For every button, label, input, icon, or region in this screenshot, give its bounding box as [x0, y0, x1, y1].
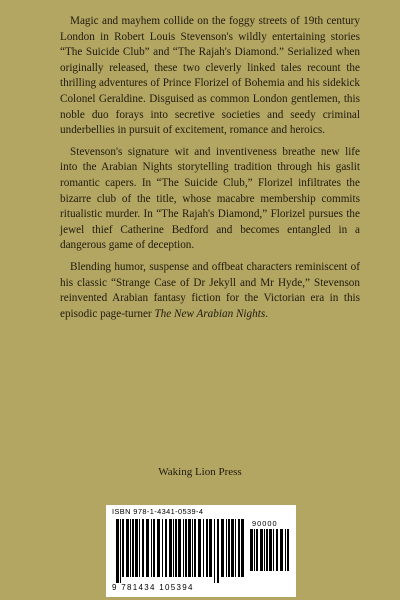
- barcode-bar: [241, 519, 244, 577]
- barcode-bar: [116, 519, 119, 583]
- barcode-bar: [126, 519, 129, 577]
- barcode-bar: [139, 519, 140, 577]
- isbn-barcode: [106, 505, 296, 597]
- barcode-bar: [165, 519, 167, 577]
- barcode-bar: [269, 529, 272, 571]
- barcode-bar: [120, 519, 121, 583]
- barcode-bar: [273, 529, 274, 571]
- barcode-bar: [130, 519, 131, 577]
- barcode-bar: [209, 519, 212, 577]
- barcode-bar: [198, 519, 201, 577]
- barcode-bar: [194, 519, 196, 577]
- barcode-bar: [287, 529, 289, 571]
- barcode-bar: [142, 519, 144, 577]
- barcode-bar: [132, 519, 134, 577]
- barcode-bar: [206, 519, 208, 577]
- barcode-bar: [188, 519, 191, 577]
- barcode-bar: [185, 519, 187, 577]
- blurb-paragraph-2: Stevenson's signature wit and inventiveness breathe new life into the Arabian Nights storytelling tradition through his gaslit romantic capers. In “The Suicide Club,” Florizel infiltrates the bizarre club of the title, whose macabre membership commits ritualistic murder. In “The Rajah's Diamond,” Florizel pursues the jewel thief Catherine Bedford and becomes entangled in a dangerous game of deception.: [60, 145, 360, 252]
- barcode-bar: [192, 519, 193, 577]
- barcode-bar: [221, 519, 224, 577]
- ean-digits: 9 781434 105394: [112, 583, 194, 592]
- barcode-bar: [157, 519, 160, 577]
- barcode-bar: [226, 519, 227, 577]
- barcode-bar: [173, 519, 174, 577]
- barcode-bar: [250, 529, 253, 571]
- barcode-bar: [285, 529, 286, 571]
- barcode-bar: [214, 519, 215, 583]
- ean-barcode-bars: [116, 519, 246, 583]
- barcode-bar: [264, 529, 265, 571]
- barcode-bar: [135, 519, 138, 577]
- barcode-bar: [153, 519, 155, 577]
- barcode-bar: [238, 519, 240, 577]
- addon-digits: 90000: [252, 519, 278, 528]
- addon-barcode-bars: [250, 529, 290, 583]
- barcode-bar: [231, 519, 234, 577]
- barcode-bar: [235, 519, 236, 577]
- book-title-italic: The New Arabian Nights: [154, 307, 266, 320]
- barcode-bar: [146, 519, 149, 577]
- barcode-bar: [122, 519, 124, 577]
- barcode-bar: [280, 529, 283, 571]
- publisher-name: Waking Lion Press: [158, 466, 242, 478]
- barcode-bar: [162, 519, 163, 577]
- barcode-bar: [276, 529, 278, 571]
- barcode-bar: [183, 519, 184, 577]
- barcode-bar: [228, 519, 230, 577]
- barcode-bar: [217, 519, 219, 583]
- barcode-bar: [260, 529, 263, 571]
- blurb-paragraph-3-text: Blending humor, suspense and offbeat characters reminiscent of his classic “Strange Case of Dr Jekyll and Mr Hyde,” Stevenson reinvented Arabian fantasy fiction for the Victorian era in this episodic page-turner: [60, 260, 360, 320]
- blurb-paragraph-1: Magic and mayhem collide on the foggy streets of 19th century London in Robert Louis Stevenson's wildly entertaining stories “The Suicide Club” and “The Rajah's Diamond.” Serialized when originally released, these two cleverly linked tales recount the thrilling adventures of Prince Florizel of Bohemia and his sidekick Colonel Geraldine. Disguised as common London gentlemen, this noble duo forays into secretive societies and seedy criminal underbellies in pursuit of excitement, romance and heroics.: [60, 15, 360, 137]
- barcode-bar: [151, 519, 152, 577]
- isbn-label: ISBN 978-1-4341-0539-4: [112, 507, 204, 516]
- barcode-bar: [254, 529, 255, 571]
- blurb-paragraph-3-end: .: [265, 307, 268, 320]
- barcode-bar: [169, 519, 172, 577]
- barcode-bar: [256, 529, 258, 571]
- blurb-paragraph-3: [60, 260, 360, 322]
- barcode-bar: [175, 519, 177, 577]
- barcode-bar: [203, 519, 204, 577]
- back-cover-blurb: [60, 14, 360, 328]
- barcode-bar: [266, 529, 268, 571]
- barcode-bar: [178, 519, 181, 577]
